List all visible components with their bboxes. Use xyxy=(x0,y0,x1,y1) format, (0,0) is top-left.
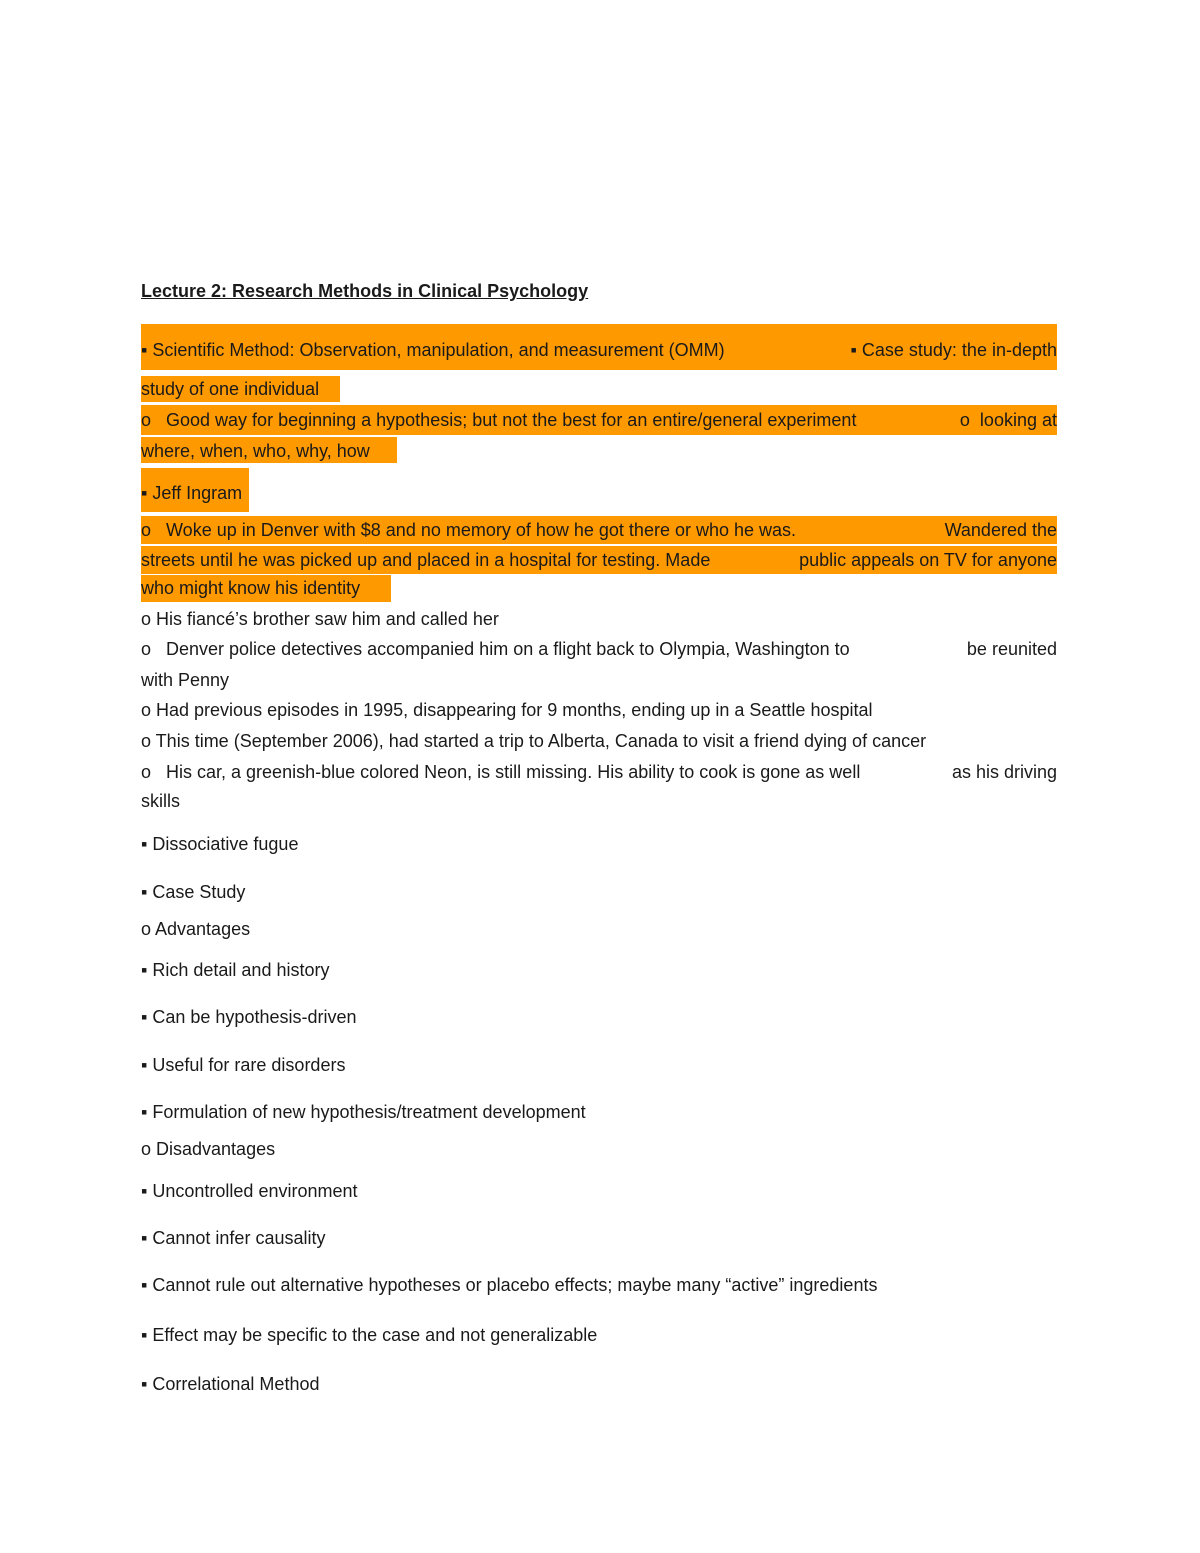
text-line-20: ▪ Can be hypothesis-driven xyxy=(141,1007,357,1027)
text-line-2: study of one individual xyxy=(141,379,320,399)
text-line-23: o Disadvantages xyxy=(141,1139,276,1159)
text-line-6: o Woke up in Denver with $8 and no memory of how he got there or who he was. Wandered the xyxy=(141,520,1057,540)
text-line-19: ▪ Rich detail and history xyxy=(141,960,330,980)
text-line-22: ▪ Formulation of new hypothesis/treatment development xyxy=(141,1102,586,1122)
text-line-16: ▪ Dissociative fugue xyxy=(141,834,299,854)
text-line-15: skills xyxy=(141,791,180,811)
text-line-21: ▪ Useful for rare disorders xyxy=(141,1055,346,1075)
text-line-14: o His car, a greenish-blue colored Neon, is still missing. His ability to cook is gone as well as his driving xyxy=(141,762,1057,782)
text-line-17: ▪ Case Study xyxy=(141,882,246,902)
text-line-4: where, when, who, why, how xyxy=(141,441,370,461)
text-line-9: o His fiancé’s brother saw him and called her xyxy=(141,609,499,629)
text-line-27: ▪ Effect may be specific to the case and not generalizable xyxy=(141,1325,598,1345)
text-line-13: o This time (September 2006), had started a trip to Alberta, Canada to visit a friend dying of cancer xyxy=(141,731,927,751)
page-title: Lecture 2: Research Methods in Clinical Psychology xyxy=(141,281,589,301)
text-line-18: o Advantages xyxy=(141,919,251,939)
text-line-8: who might know his identity xyxy=(141,578,361,598)
text-line-3: o Good way for beginning a hypothesis; but not the best for an entire/general experiment o looking at xyxy=(141,410,1057,430)
text-line-25: ▪ Cannot infer causality xyxy=(141,1228,326,1248)
text-line-26: ▪ Cannot rule out alternative hypotheses or placebo effects; maybe many “active” ingredients xyxy=(141,1275,878,1295)
text-line-28: ▪ Correlational Method xyxy=(141,1374,320,1394)
text-line-10: o Denver police detectives accompanied him on a flight back to Olympia, Washington to be reunited xyxy=(141,639,1057,659)
text-line-5: ▪ Jeff Ingram xyxy=(141,483,243,503)
text-line-24: ▪ Uncontrolled environment xyxy=(141,1181,358,1201)
text-line-11: with Penny xyxy=(141,670,230,690)
text-line-12: o Had previous episodes in 1995, disappearing for 9 months, ending up in a Seattle hospital xyxy=(141,700,873,720)
text-line-1: ▪ Scientific Method: Observation, manipulation, and measurement (OMM) ▪ Case study: the in-depth xyxy=(141,340,1057,360)
text-line-7: streets until he was picked up and placed in a hospital for testing. Made public appeals on TV for anyone xyxy=(141,550,1057,570)
